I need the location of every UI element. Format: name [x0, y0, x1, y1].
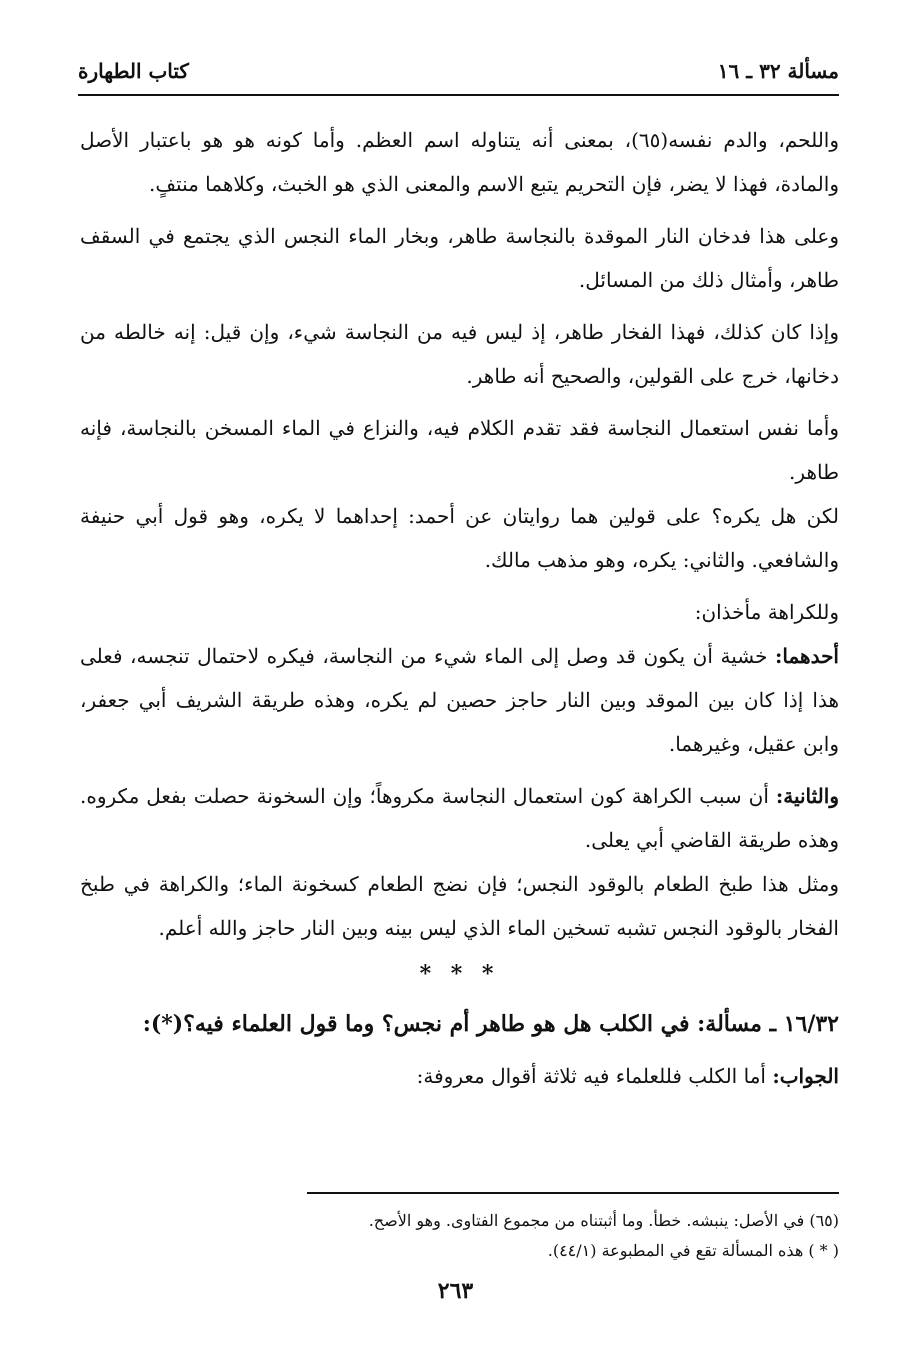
answer-paragraph [80, 1054, 839, 1098]
paragraph-text: واللحم، والدم نفسه(٦٥)، بمعنى أنه يتناوله اسم العظم. وأما كونه هو هو باعتبار الأصل والمادة، فهذا لا يضر، فإن التحريم يتبع الاسم والمعنى الذي هو الخبث، وكلاهما منتفٍ. [80, 128, 839, 196]
main-text [80, 118, 839, 1098]
footnote-star: ( * ) هذه المسألة تقع في المطبوعة (٤٤/١). [547, 1241, 839, 1260]
book-title: كتاب الطهارة [78, 59, 189, 83]
question-heading: ١٦/٣٢ ـ مسألة: في الكلب هل هو طاهر أم نجس؟ وما قول العلماء فيه؟(*): [142, 1011, 839, 1037]
paragraph-3 [80, 310, 839, 398]
paragraph-text: خشية أن يكون قد وصل إلى الماء شيء من النجاسة، فيكره لاحتمال تنجسه، فعلى هذا إذا كان بين الموقد وبين النار حاجز حصين لم يكره، وهذه طريقة الشريف أبي جعفر، وابن عقيل، وغيرهما. [80, 644, 839, 756]
paragraph-5 [80, 494, 839, 582]
paragraph-2 [80, 214, 839, 302]
paragraph-text: أن سبب الكراهة كون استعمال النجاسة مكروهاً؛ وإن السخونة حصلت بفعل مكروه. وهذه طريقة القاضي أبي يعلى. [80, 784, 839, 852]
running-head [78, 56, 839, 86]
footnote-65: (٦٥) في الأصل: ينبشه. خطأ. وما أثبتناه من مجموع الفتاوى. وهو الأصح. [368, 1211, 839, 1230]
paragraph-lead: أحدهما: [774, 644, 839, 668]
paragraph-1 [80, 118, 839, 206]
paragraph-4 [80, 406, 839, 494]
answer-text: أما الكلب فللعلماء فيه ثلاثة أقوال معروفة: [416, 1064, 773, 1088]
header-rule [78, 94, 839, 96]
paragraph-9 [80, 862, 839, 950]
paragraph-7 [80, 634, 839, 766]
issue-reference: مسألة ٣٢ ـ ١٦ [717, 59, 839, 83]
paragraph-text: وأما نفس استعمال النجاسة فقد تقدم الكلام فيه، والنزاع في الماء المسخن بالنجاسة، فإنه طاهر. [80, 416, 839, 484]
paragraph-text: لكن هل يكره؟ على قولين هما روايتان عن أحمد: إحداهما لا يكره، وهو قول أبي حنيفة والشافعي. والثاني: يكره، وهو مذهب مالك. [80, 504, 839, 572]
paragraph-text: وإذا كان كذلك، فهذا الفخار طاهر، إذ ليس فيه من النجاسة شيء، وإن قيل: إنه خالطه من دخانها، خرج على القولين، والصحيح أنه طاهر. [80, 320, 839, 388]
footnotes [80, 1206, 839, 1266]
paragraph-8 [80, 774, 839, 862]
paragraph-text: ومثل هذا طبخ الطعام بالوقود النجس؛ فإن نضج الطعام كسخونة الماء؛ والكراهة في طبخ الفخار بالوقود النجس تشبه تسخين الماء الذي ليس بينه وبين النار حاجز والله أعلم. [80, 872, 840, 940]
paragraph-lead: والثانية: [775, 784, 839, 808]
footnote-rule [307, 1192, 839, 1194]
paragraph-text: وللكراهة مأخذان: [694, 600, 839, 624]
section-separator: * * * [419, 961, 500, 987]
paragraph-6 [80, 590, 839, 634]
answer-lead: الجواب: [772, 1064, 839, 1088]
paragraph-text: وعلى هذا فدخان النار الموقدة بالنجاسة طاهر، وبخار الماء النجس الذي يجتمع في السقف طاهر، وأمثال ذلك من المسائل. [80, 224, 839, 292]
page-number: ٢٦٣ [437, 1278, 474, 1304]
